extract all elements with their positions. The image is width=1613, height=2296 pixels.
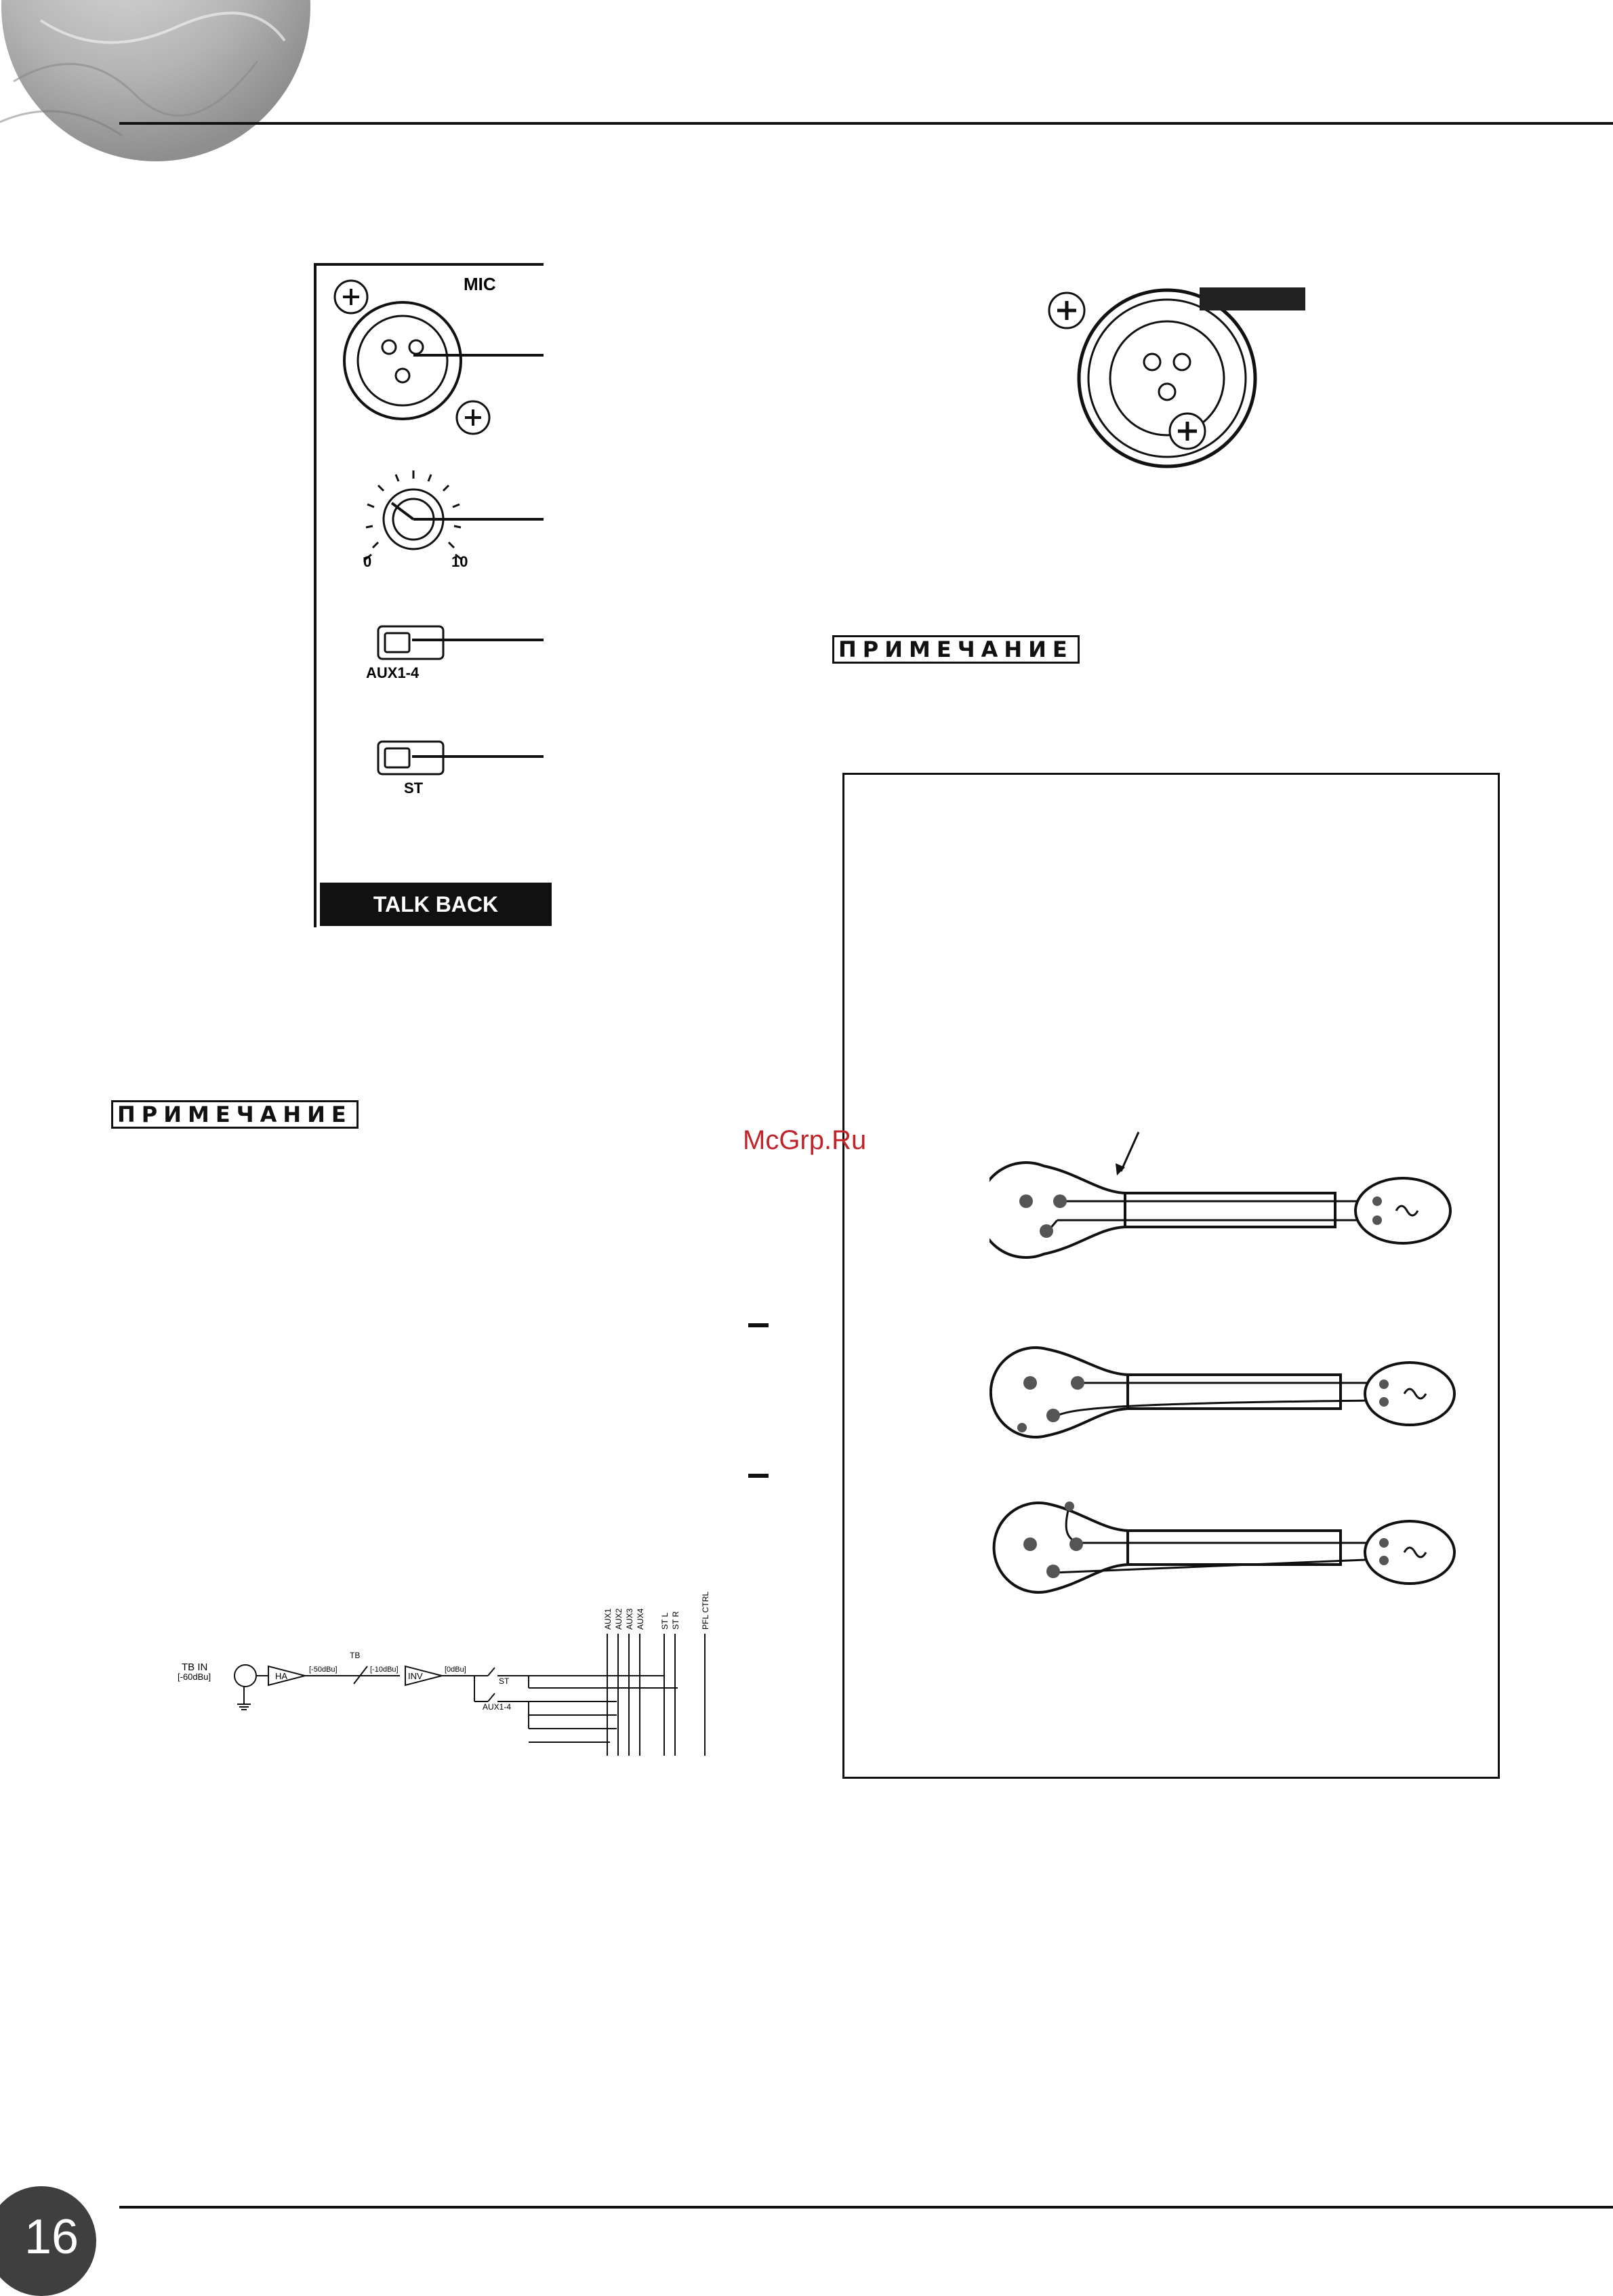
cable-diagrams [989,1125,1477,1613]
bus-label: AUX2 [614,1608,624,1630]
margin-mark [748,1323,769,1327]
level2-label: [-10dBu] [370,1666,399,1674]
corner-decoration [0,0,325,163]
bus-label: ST R [671,1611,680,1630]
margin-mark [748,1474,769,1478]
inv-label: INV [408,1671,423,1681]
xlr-to-phone-cable [994,1502,1454,1592]
bus-label: ST L [660,1612,670,1630]
tb-in-level: [-60dBu] [178,1672,211,1682]
aux14-switch-label: AUX1-4 [483,1702,512,1712]
mic-label: MIC [464,274,496,294]
bus-label: AUX4 [636,1608,645,1630]
xlr-connector-detail [1037,278,1308,475]
aux1-4-switch[interactable] [378,626,443,659]
st-label: ST [404,780,424,797]
watermark: McGrp.Ru [743,1125,867,1155]
header-rule [119,122,1613,125]
bus-label: PFL CTRL [701,1591,710,1630]
note-label: ПРИМЕЧАНИЕ [111,1100,359,1129]
talkback-panel-drawing [313,263,557,927]
talkback-block-diagram [176,1559,732,1763]
note-label: ПРИМЕЧАНИЕ [832,635,1080,664]
aux1-4-label: AUX1-4 [366,664,420,681]
st-switch-label: ST [499,1676,510,1686]
level3-label: [0dBu] [445,1666,466,1674]
xlr-to-phone-cable [989,1132,1450,1257]
talkback-section-title: TALK BACK [320,883,552,926]
level1-label: [-50dBu] [309,1666,338,1674]
screw-icon [457,401,489,434]
page-number: 16 [0,2186,96,2296]
screw-icon [335,281,367,313]
ha-label: HA [275,1671,288,1681]
bus-label: AUX1 [603,1608,613,1630]
talkback-panel [313,263,557,927]
knob-min-label: 0 [363,553,372,570]
tb-in-label: TB IN [182,1661,208,1673]
xlr-to-phone-cable [991,1348,1454,1437]
mic-xlr-connector[interactable] [344,302,461,419]
bus-label: AUX3 [625,1608,634,1630]
talkback-level-knob[interactable] [365,470,462,560]
tb-knob-label: TB [350,1651,361,1660]
footer-rule [119,2206,1613,2209]
knob-max-label: 10 [451,553,468,570]
